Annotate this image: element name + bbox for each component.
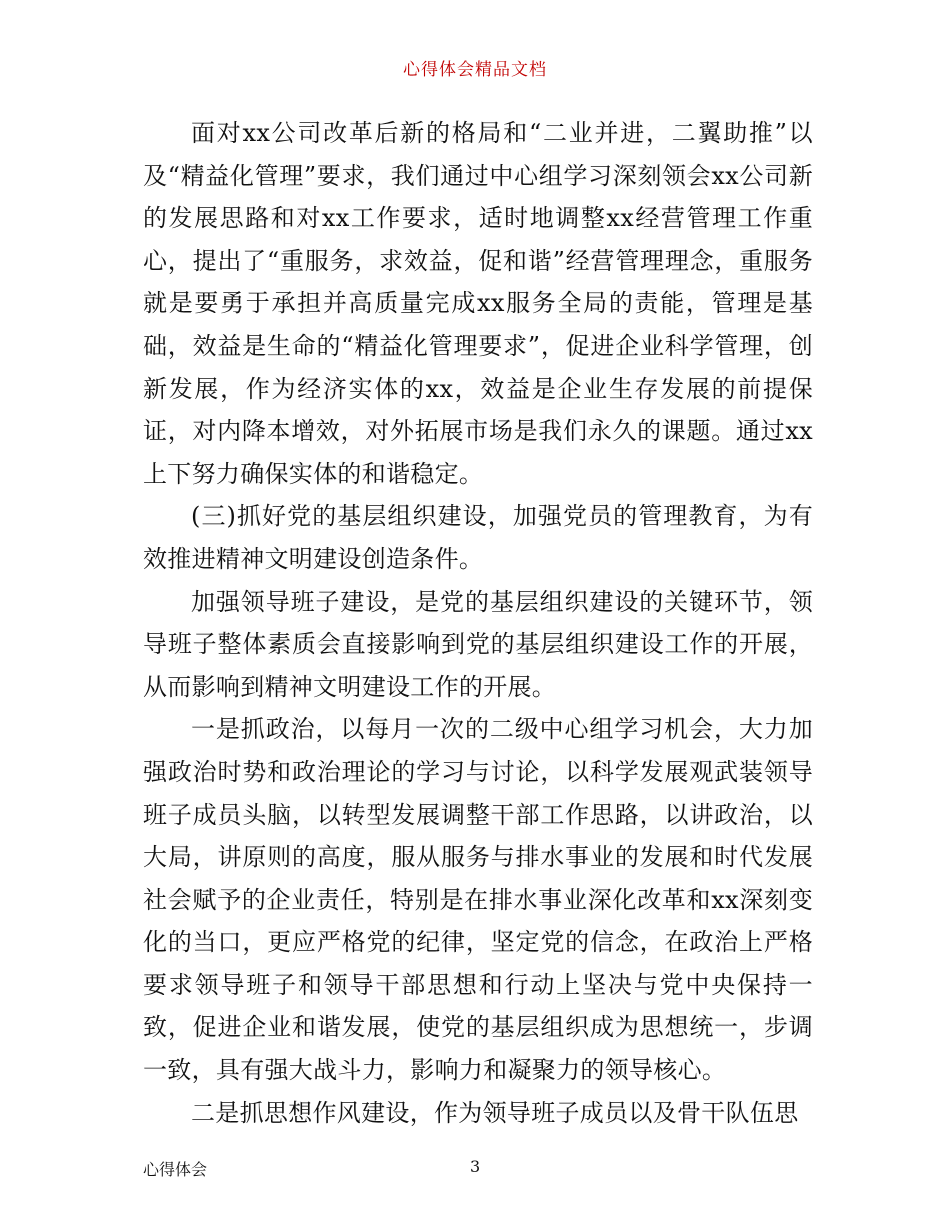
document-header-title: 心得体会精品文档 <box>403 60 547 80</box>
document-body <box>143 112 813 1134</box>
body-paragraph: 一是抓政治，以每月一次的二级中心组学习机会，大力加强政治时势和政治理论的学习与讨论，以科学发展观武装领导班子成员头脑，以转型发展调整干部工作思路，以讲政治，以大局，讲原则的高度，服从服务与排水事业的发展和时代发展社会赋予的企业责任，特别是在排水事业深化改革和xx深刻变化的当口，更应严格党的纪律，坚定党的信念，在政治上严格要求领导班子和领导干部思想和行动上坚决与党中央保持一致，促进企业和谐发展，使党的基层组织成为思想统一，步调一致，具有强大战斗力，影响力和凝聚力的领导核心。 <box>143 715 813 1085</box>
body-paragraph: 加强领导班子建设，是党的基层组织建设的关键环节，领导班子整体素质会直接影响到党的基层组织建设工作的开展，从而影响到精神文明建设工作的开展。 <box>143 587 813 701</box>
page-number: 3 <box>470 1157 481 1176</box>
body-paragraph: 面对xx公司改革后新的格局和“二业并进，二翼助推”以及“精益化管理”要求，我们通过中心组学习深刻领会xx公司新的发展思路和对xx工作要求，适时地调整xx经营管理工作重心，提出了“重服务，求效益，促和谐”经营管理理念，重服务就是要勇于承担并高质量完成xx服务全局的责能，管理是基础，效益是生命的“精益化管理要求”，促进企业科学管理，创新发展，作为经济实体的xx，效益是企业生存发展的前提保证，对内降本增效，对外拓展市场是我们永久的课题。通过xx上下努力确保实体的和谐稳定。 <box>143 119 813 488</box>
body-paragraph: 二是抓思想作风建设，作为领导班子成员以及骨干队伍思 <box>191 1098 799 1127</box>
section-heading: (三)抓好党的基层组织建设，加强党员的管理教育，为有效推进精神文明建设创造条件。 <box>143 502 813 573</box>
footer-label: 心得体会 <box>143 1160 208 1179</box>
